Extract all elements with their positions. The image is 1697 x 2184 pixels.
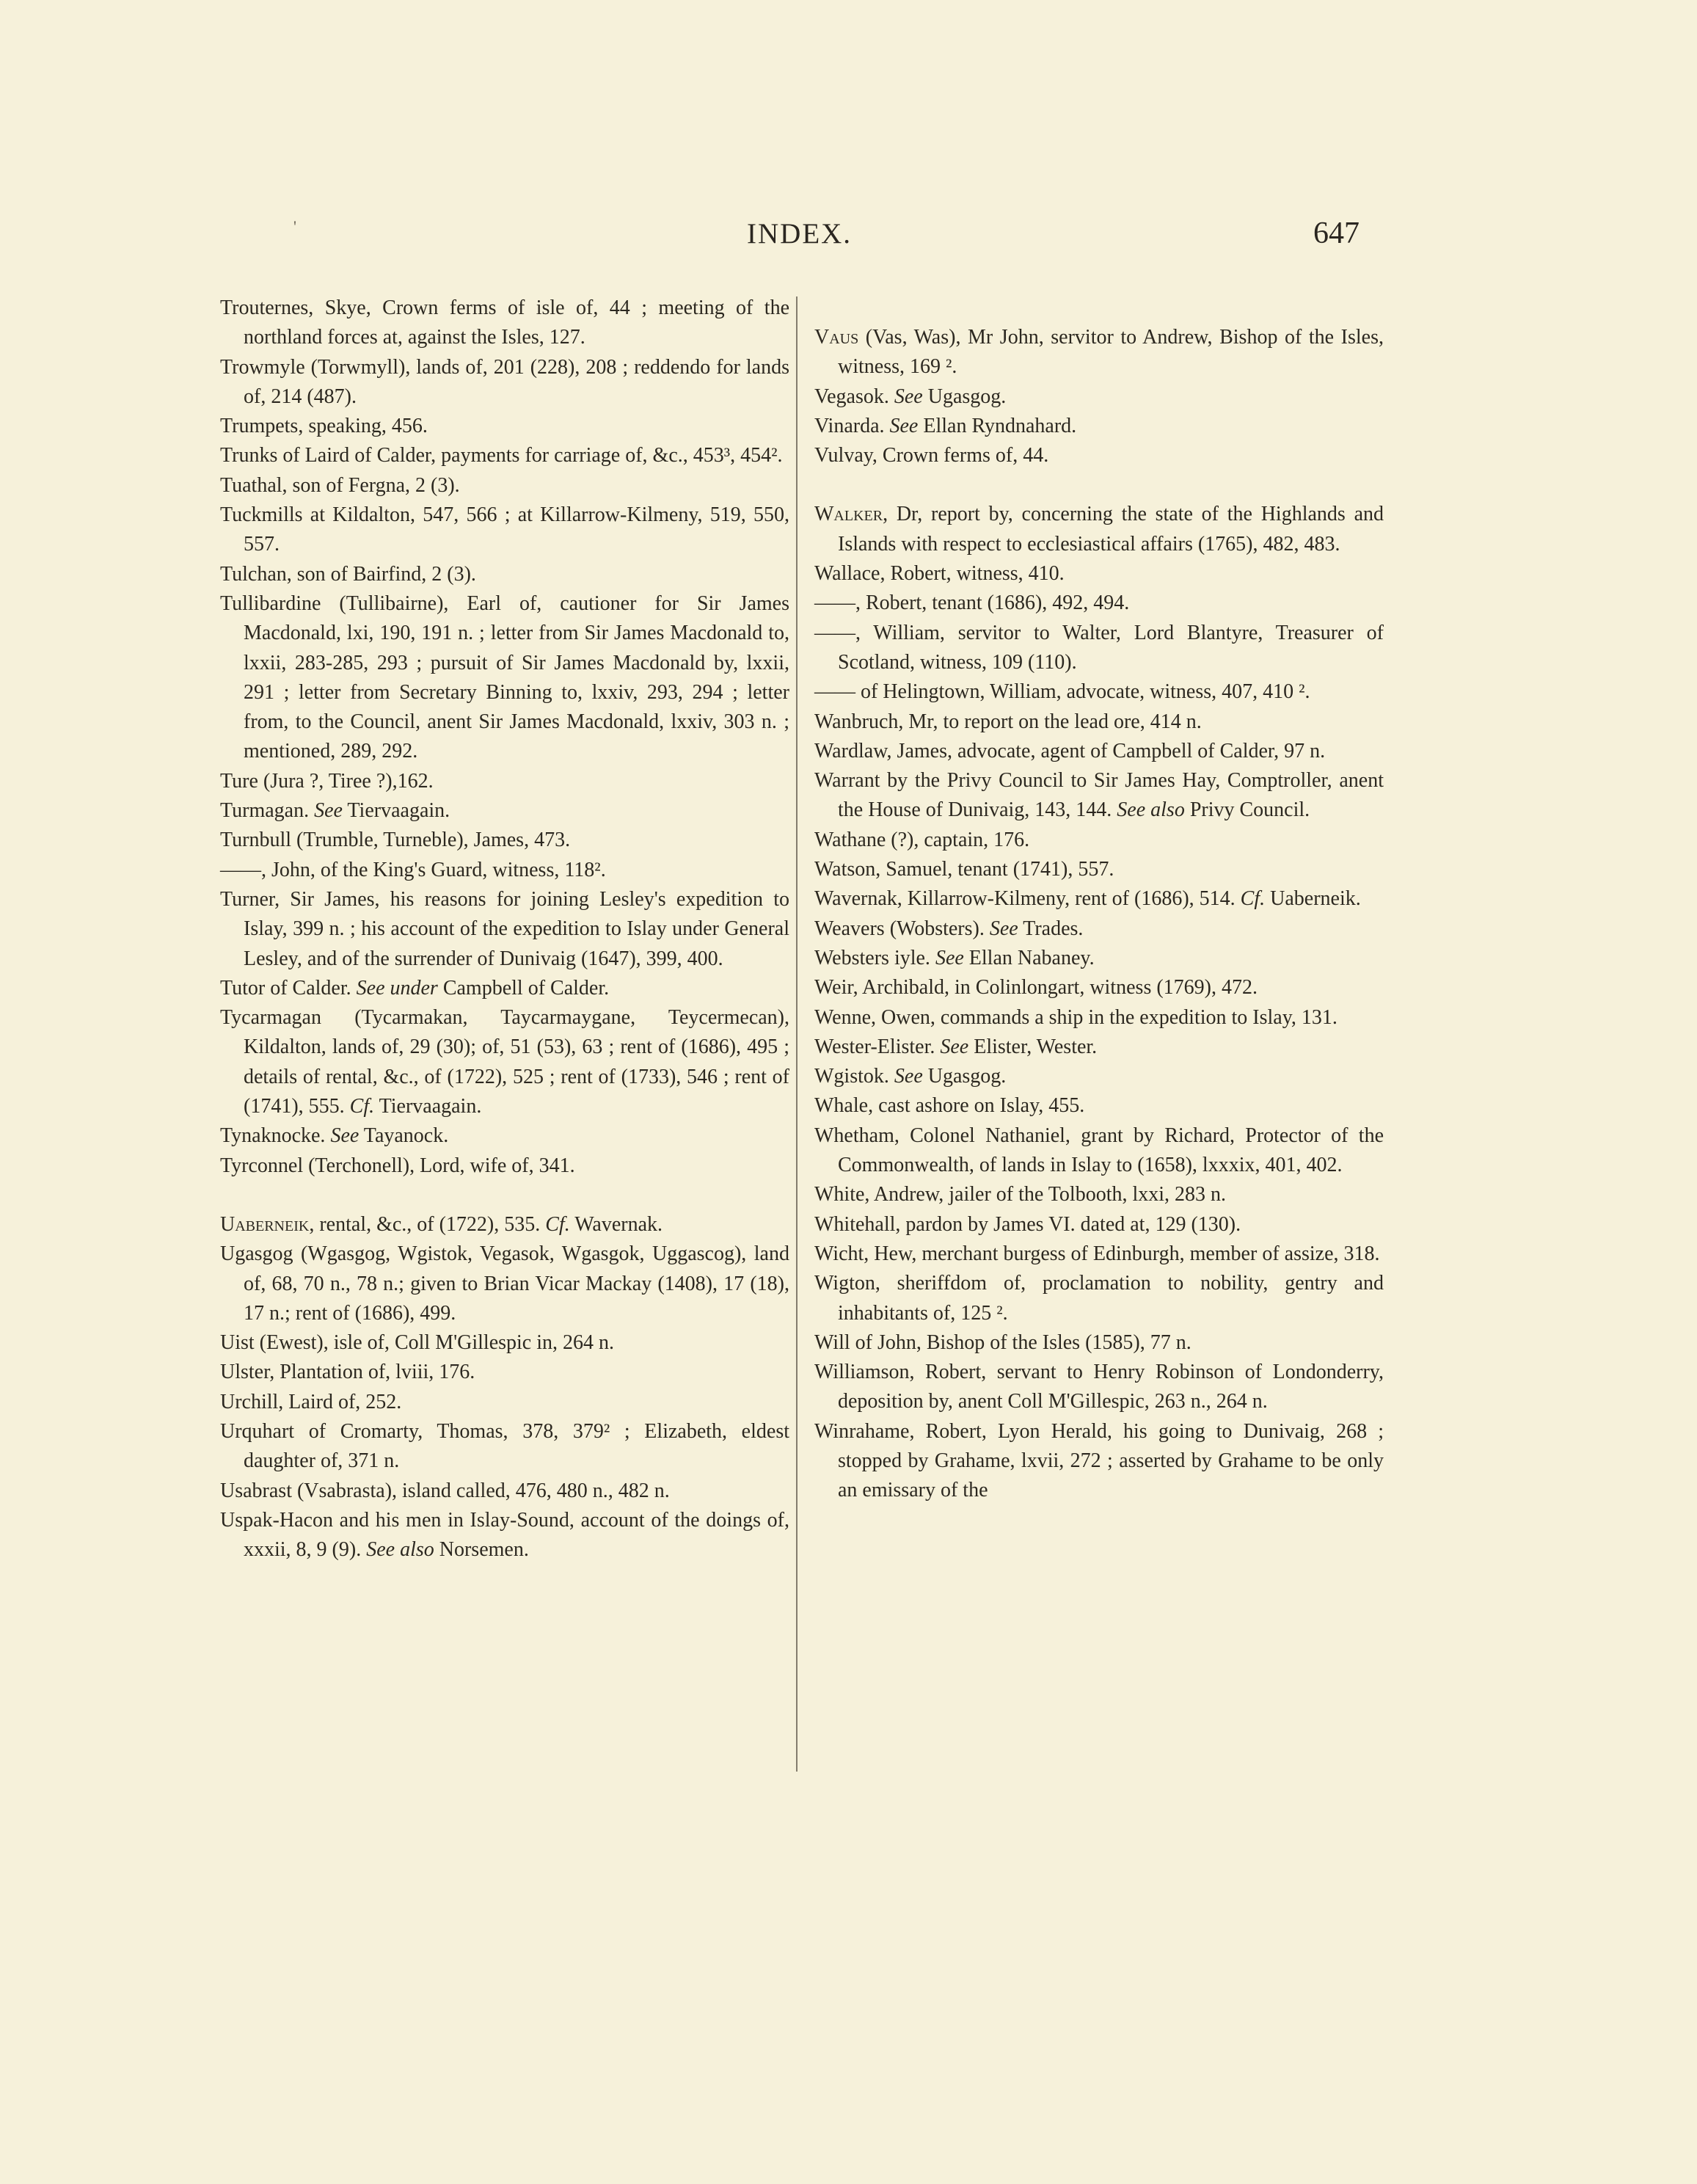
entry-text: Trunks of Laird of Calder, payments for carriage of, &c., 453³, 454². xyxy=(220,444,783,467)
entry-text: Wicht, Hew, merchant burgess of Edinburgh, member of assize, 318. xyxy=(814,1242,1380,1265)
index-entry xyxy=(220,885,789,974)
entry-text: —— of Helingtown, William, advocate, witness, 407, 410 ². xyxy=(814,680,1310,704)
index-entry xyxy=(814,1062,1384,1091)
entry-text: Vulvay, Crown ferms of, 44. xyxy=(814,444,1049,467)
index-entry xyxy=(220,1240,789,1328)
index-entry xyxy=(814,677,1384,707)
index-entry xyxy=(814,559,1384,589)
index-entry xyxy=(220,767,789,796)
entry-text: Will of John, Bishop of the Isles (1585), 77 n. xyxy=(814,1331,1191,1354)
index-entry xyxy=(220,1121,789,1151)
entry-text: Trouternes, Skye, Crown ferms of isle of, 44 ; meeting of the northland forces at, against the Isles, 127. xyxy=(220,296,789,349)
entry-text: , rental, &c., of (1722), 535. Cf. Wavernak. xyxy=(309,1212,663,1236)
entry-text: Tycarmagan (Tycarmakan, Taycarmaygane, Teycermecan), Kildalton, lands of, 29 (30); of, 51 (53), 63 ; rent of (1686), 495 ; details of rental, &c., of (1722), 525 ; rent of (1733), 546 ; rent of (1741), 555. Cf. Tiervaagain. xyxy=(220,1006,789,1118)
running-header-title: INDEX. xyxy=(747,218,853,250)
entry-text: Whitehall, pardon by James VI. dated at, 129 (130). xyxy=(814,1212,1241,1236)
index-entry xyxy=(814,323,1384,382)
index-entry xyxy=(814,1003,1384,1033)
index-entry xyxy=(814,1417,1384,1506)
index-entry xyxy=(220,471,789,500)
index-entry xyxy=(814,1358,1384,1417)
entry-text: Usabrast (Vsabrasta), island called, 476, 480 n., 482 n. xyxy=(220,1479,670,1502)
index-entry xyxy=(220,294,789,353)
index-entry xyxy=(220,1388,789,1417)
index-entry xyxy=(814,619,1384,678)
index-entry xyxy=(814,855,1384,884)
index-entry xyxy=(814,707,1384,737)
index-entry xyxy=(814,1180,1384,1209)
entry-text: Tulchan, son of Bairfind, 2 (3). xyxy=(220,562,476,586)
index-entry xyxy=(220,441,789,470)
index-entry xyxy=(220,796,789,826)
entry-text: (Vas, Was), Mr John, servitor to Andrew, Bishop of the Isles, witness, 169 ². xyxy=(838,326,1384,379)
entry-text: Whale, cast ashore on Islay, 455. xyxy=(814,1094,1085,1118)
entry-text: Trowmyle (Torwmyll), lands of, 201 (228), 208 ; reddendo for lands of, 214 (487). xyxy=(220,355,789,408)
index-entry xyxy=(220,412,789,441)
entry-text: Wanbruch, Mr, to report on the lead ore, 414 n. xyxy=(814,710,1202,733)
index-entry xyxy=(814,884,1384,914)
entry-text: ——, John, of the King's Guard, witness, 118². xyxy=(220,858,606,881)
entry-text: Wgistok. See Ugasgog. xyxy=(814,1065,1007,1088)
entry-text: Tynaknocke. See Tayanock. xyxy=(220,1124,449,1148)
entry-text: Tuckmills at Kildalton, 547, 566 ; at Killarrow-Kilmeny, 519, 550, 557. xyxy=(220,503,789,556)
entry-text: , Dr, report by, concerning the state of the Highlands and Islands with respect to ecclesiastical affairs (1765), 482, 483. xyxy=(838,503,1384,556)
entry-text: Watson, Samuel, tenant (1741), 557. xyxy=(814,858,1114,881)
index-entry xyxy=(814,766,1384,826)
entry-text: Wardlaw, James, advocate, agent of Campbell of Calder, 97 n. xyxy=(814,739,1326,762)
index-entry xyxy=(814,1091,1384,1121)
index-entry xyxy=(220,856,789,885)
entry-lead-word: Vaus xyxy=(814,326,859,349)
entry-text: Wavernak, Killarrow-Kilmeny, rent of (1686), 514. Cf. Uaberneik. xyxy=(814,887,1361,911)
index-entry xyxy=(814,1240,1384,1269)
entry-text: ——, William, servitor to Walter, Lord Blantyre, Treasurer of Scotland, witness, 109 (110). xyxy=(814,621,1384,674)
entry-lead-word: Walker xyxy=(814,503,883,526)
index-entry xyxy=(220,1358,789,1387)
entry-text: Urchill, Laird of, 252. xyxy=(220,1390,402,1413)
index-entry xyxy=(220,1477,789,1506)
index-entry xyxy=(220,1328,789,1358)
entry-text: Turnbull (Trumble, Turneble), James, 473. xyxy=(220,829,571,852)
entry-text: White, Andrew, jailer of the Tolbooth, lxxi, 283 n. xyxy=(814,1183,1227,1206)
entry-text: Ture (Jura ?, Tiree ?),162. xyxy=(220,769,434,793)
left-index-column xyxy=(220,294,789,1565)
index-entry xyxy=(220,1506,789,1565)
entry-text: Williamson, Robert, servant to Henry Robinson of Londonderry, deposition by, anent Coll M'Gillespic, 263 n., 264 n. xyxy=(814,1361,1384,1413)
index-entry xyxy=(220,1417,789,1477)
index-entry xyxy=(814,500,1384,559)
entry-text: Turner, Sir James, his reasons for joining Lesley's expedition to Islay, 399 n. ; his account of the expedition to Islay under General Lesley, and of the surrender of Dunivaig (1647), 399, 400. xyxy=(220,887,789,970)
column-divider xyxy=(796,296,798,1772)
entry-text: ——, Robert, tenant (1686), 492, 494. xyxy=(814,592,1130,615)
index-entry xyxy=(220,1151,789,1181)
entry-text: Wathane (?), captain, 176. xyxy=(814,828,1030,851)
entry-text: Tuathal, son of Fergna, 2 (3). xyxy=(220,473,460,497)
index-entry xyxy=(814,1210,1384,1240)
entry-text: Ulster, Plantation of, lviii, 176. xyxy=(220,1361,475,1384)
page-number: 647 xyxy=(1313,216,1360,250)
entry-text: Weavers (Wobsters). See Trades. xyxy=(814,917,1084,940)
entry-text: Uspak-Hacon and his men in Islay-Sound, account of the doings of, xxxii, 8, 9 (9). See also Norsemen. xyxy=(220,1508,789,1562)
entry-text: Ugasgog (Wgasgog, Wgistok, Vegasok, Wgasgok, Uggascog), land of, 68, 70 n., 78 n.; given to Brian Vicar Mackay (1408), 17 (18), 17 n.; rent of (1686), 499. xyxy=(220,1242,789,1325)
index-entry xyxy=(220,353,789,412)
index-entry xyxy=(814,412,1384,441)
right-index-column xyxy=(814,294,1384,1506)
index-entry xyxy=(220,1003,789,1121)
entry-text: Urquhart of Cromarty, Thomas, 378, 379² ; Elizabeth, eldest daughter of, 371 n. xyxy=(220,1419,789,1473)
index-entry xyxy=(814,382,1384,412)
entry-text: Wallace, Robert, witness, 410. xyxy=(814,562,1065,586)
entry-text: Trumpets, speaking, 456. xyxy=(220,415,428,438)
index-entry xyxy=(220,1210,789,1240)
index-entry xyxy=(814,1121,1384,1181)
entry-text: Vinarda. See Ellan Ryndnahard. xyxy=(814,414,1077,437)
index-entry xyxy=(814,1269,1384,1328)
index-entry xyxy=(814,441,1384,470)
entry-text: Websters iyle. See Ellan Nabaney. xyxy=(814,946,1095,969)
entry-text: Weir, Archibald, in Colinlongart, witness (1769), 472. xyxy=(814,976,1258,1000)
entry-text: Vegasok. See Ugasgog. xyxy=(814,385,1007,408)
entry-text: Turmagan. See Tiervaagain. xyxy=(220,799,450,823)
entry-text: Tullibardine (Tullibairne), Earl of, cautioner for Sir James Macdonald, lxi, 190, 191 n. ; letter from Sir James Macdonald to, lxxii, 283-285, 293 ; pursuit of Sir James Macdonald by, lxxii, 291 ; letter from Secretary Binning to, lxxiv, 293, 294 ; letter from, to the Council, anent Sir James Macdonald, lxxiv, 303 n. ; mentioned, 289, 292. xyxy=(220,592,789,763)
index-entry xyxy=(814,737,1384,766)
index-entry xyxy=(220,560,789,589)
entry-text: Uist (Ewest), isle of, Coll M'Gillespic in, 264 n. xyxy=(220,1331,615,1355)
entry-text: Tyrconnel (Terchonell), Lord, wife of, 341. xyxy=(220,1154,575,1177)
entry-text: Wester-Elister. See Elister, Wester. xyxy=(814,1035,1098,1058)
index-entry xyxy=(220,826,789,855)
index-entry xyxy=(220,974,789,1003)
index-entry xyxy=(220,500,789,560)
entry-text: Whetham, Colonel Nathaniel, grant by Richard, Protector of the Commonwealth, of lands in Islay to (1658), lxxxix, 401, 402. xyxy=(814,1124,1384,1177)
index-entry xyxy=(814,1328,1384,1358)
index-entry xyxy=(814,589,1384,618)
index-entry xyxy=(220,589,789,767)
entry-text: Warrant by the Privy Council to Sir James Hay, Comptroller, anent the House of Dunivaig, 143, 144. See also Privy Council. xyxy=(814,769,1384,822)
index-entry xyxy=(814,973,1384,1002)
index-entry xyxy=(814,944,1384,973)
index-entry xyxy=(814,826,1384,855)
index-entry xyxy=(814,914,1384,944)
entry-text: Wenne, Owen, commands a ship in the expedition to Islay, 131. xyxy=(814,1005,1337,1029)
entry-lead-word: Uaberneik xyxy=(220,1212,310,1236)
index-entry xyxy=(814,1033,1384,1062)
entry-text: Wigton, sheriffdom of, proclamation to nobility, gentry and inhabitants of, 125 ². xyxy=(814,1272,1384,1325)
entry-text: Tutor of Calder. See under Campbell of Calder. xyxy=(220,976,610,1000)
entry-text: Winrahame, Robert, Lyon Herald, his going to Dunivaig, 268 ; stopped by Grahame, lxvii, 272 ; asserted by Grahame to be only an emissary of the xyxy=(814,1419,1384,1502)
page-mark: ' xyxy=(293,217,296,236)
